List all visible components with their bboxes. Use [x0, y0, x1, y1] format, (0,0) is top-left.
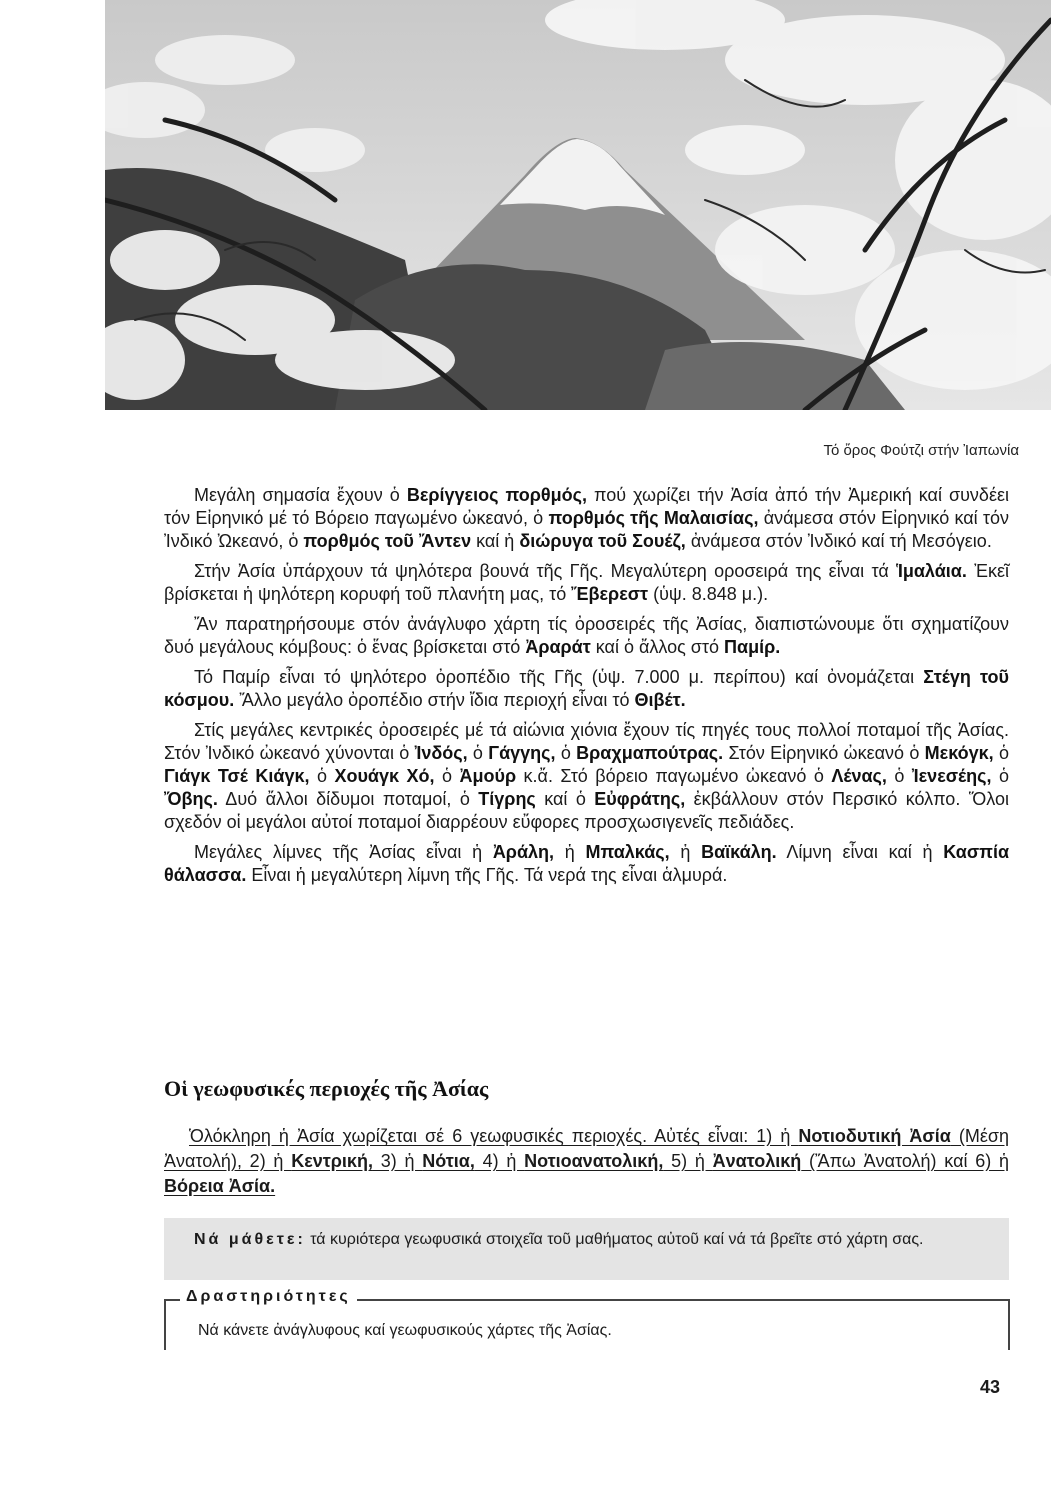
paragraph-mountain-knots: Ἄν παρατηρήσουμε στόν ἀνάγλυφο χάρτη τίς ὀροσειρές τῆς Ἀσίας, διαπιστώνουμε ὅτι σχηματίζουν δυό μεγάλους κόμβους: ὁ ἕνας βρίσκεται στό Ἀραράτ καί ὁ ἄλλος στό Παμίρ. [164, 614, 1009, 657]
learn-box [164, 1218, 1009, 1280]
mount-fuji-photo [105, 0, 1051, 410]
learn-text: Νά μάθετε: τά κυριότερα γεωφυσικά στοιχεῖα τοῦ μαθήματος αὐτοῦ καί νά τά βρεῖτε στό χάρτη σας. [194, 1231, 924, 1248]
learn-label: Νά μάθετε: [194, 1231, 306, 1248]
mountain-cherry-blossom-icon [105, 0, 1051, 410]
regions-paragraph: Ὁλόκληρη ἡ Ἀσία χωρίζεται σέ 6 γεωφυσικές περιοχές. Αὐτές εἶναι: 1) ἡ Νοτιοδυτική Ἀσία (Μέση Ἀνατολή), 2) ἡ Κεντρική, 3) ἡ Νότια, 4) ἡ Νοτιοανατολική, 5) ἡ Ἀνατολική (Ἄπω Ἀνατολή) καί 6) ἡ Βόρεια Ἀσία. [164, 1126, 1009, 1196]
paragraph-plateaus: Τό Παμίρ εἶναι τό ψηλότερο ὀροπέδιο τῆς Γῆς (ὑψ. 7.000 μ. περίπου) καί ὀνομάζεται Στέγη τοῦ κόσμου. Ἄλλο μεγάλο ὀροπέδιο στήν ἴδια περιοχή εἶναι τό Θιβέτ. [164, 667, 1009, 710]
main-text [164, 484, 1009, 894]
paragraph-straits: Μεγάλη σημασία ἔχουν ὁ Βερίγγειος πορθμός, πού χωρίζει τήν Ἀσία ἀπό τήν Ἀμερική καί συνδέει τόν Εἰρηνικό μέ τό Βόρειο παγωμένο ὠκεανό, ὁ πορθμός τῆς Μαλαισίας, ἀνάμεσα στόν Εἰρηνικό καί τόν Ἰνδικό Ὠκεανό, ὁ πορθμός τοῦ Ἄντεν καί ἡ διώρυγα τοῦ Σουέζ, ἀνάμεσα στόν Ἰνδικό καί τή Μεσόγειο. [164, 485, 1009, 551]
paragraph-mountains: Στήν Ἀσία ὑπάρχουν τά ψηλότερα βουνά τῆς Γῆς. Μεγαλύτερη οροσειρά της εἶναι τά Ἱμαλάια. Ἐκεῖ βρίσκεται ἡ ψηλότερη κορυφή τοῦ πλανήτη μας, τό Ἔβερεστ (ὑψ. 8.848 μ.). [164, 561, 1009, 604]
activities-title: Δραστηριότητες [180, 1288, 357, 1306]
activities-text: Νά κάνετε ἀνάγλυφους καί γεωφυσικούς χάρτες τῆς Ἀσίας. [198, 1322, 612, 1339]
paragraph-rivers: Στίς μεγάλες κεντρικές ὀροσειρές μέ τά αἰώνια χιόνια ἔχουν τίς πηγές τους πολλοί ποταμοί τῆς Ἀσίας. Στόν Ἰνδικό ὠκεανό χύνονται ὁ Ἰνδός, ὁ Γάγγης, ὁ Βραχμαπούτρας. Στόν Εἰρηνικό ὠκεανό ὁ Μεκόγκ, ὁ Γιάγκ Τσέ Κιάγκ, ὁ Χουάγκ Χό, ὁ Ἀμούρ κ.ἄ. Στό βόρειο παγωμένο ὠκεανό ὁ Λένας, ὁ Ἰενεσέης, ὁ Ὄβης. Δυό ἄλλοι δίδυμοι ποταμοί, ὁ Τίγρης καί ὁ Εὐφράτης, ἐκβάλλουν στόν Περσικό κόλπο. Ὅλοι σχεδόν οἱ μεγάλοι αὐτοί ποταμοί διαρρέουν εὔφορες προσχωσιγενεῖς πεδιάδες. [164, 720, 1010, 832]
section-title: Οἱ γεωφυσικές περιοχές τῆς Ἀσίας [164, 1076, 489, 1101]
photo-caption: Τό ὄρος Φούτζι στήν Ἰαπωνία [823, 442, 1019, 459]
paragraph-lakes: Μεγάλες λίμνες τῆς Ἀσίας εἶναι ἡ Ἀράλη, ἡ Μπαλκάς, ἡ Βαϊκάλη. Λίμνη εἶναι καί ἡ Κασπία θάλασσα. Εἶναι ἡ μεγαλύτερη λίμνη τῆς Γῆς. Τά νερά της εἶναι ἁλμυρά. [164, 842, 1010, 885]
page-number: 43 [980, 1377, 1001, 1397]
activities-box [164, 1288, 1010, 1350]
